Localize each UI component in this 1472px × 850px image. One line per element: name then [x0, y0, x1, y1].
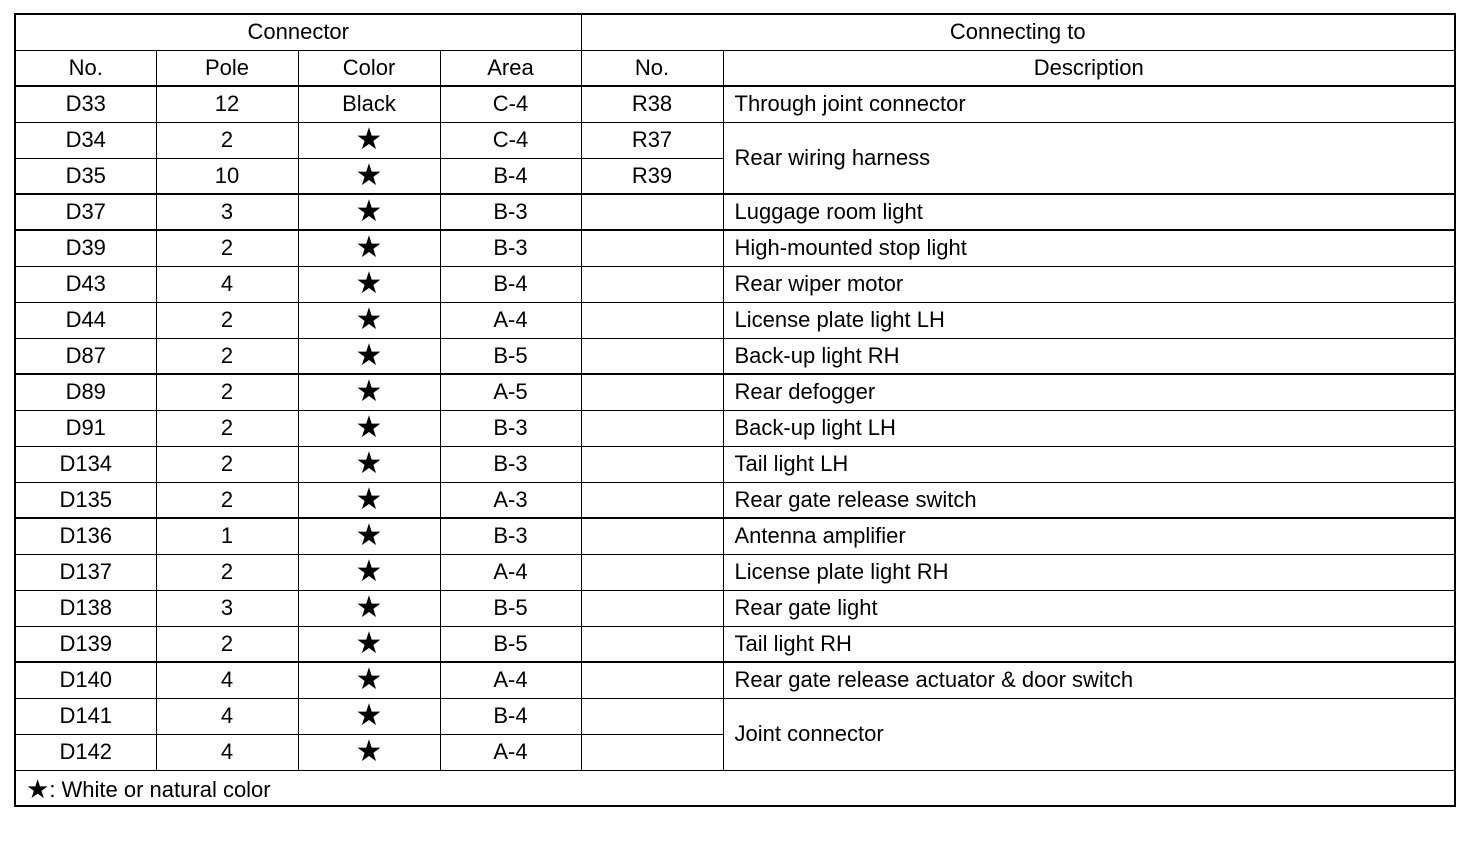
area-cell: B-5 [440, 626, 581, 662]
color-star-icon: ★ [298, 122, 440, 158]
pole-cell: 1 [156, 518, 298, 554]
pole-cell: 2 [156, 374, 298, 410]
connector-no-cell: D33 [15, 86, 156, 122]
group-header-connecting-to: Connecting to [581, 14, 1455, 50]
connecting-no-cell [581, 734, 723, 770]
color-star-icon: ★ [298, 158, 440, 194]
column-header-description: Description [723, 50, 1455, 86]
color-cell: Black [298, 86, 440, 122]
connector-no-cell: D44 [15, 302, 156, 338]
table-row [15, 194, 1455, 230]
table-row [15, 698, 1455, 734]
connector-no-cell: D135 [15, 482, 156, 518]
description-cell: Rear wiper motor [723, 266, 1455, 302]
pole-cell: 4 [156, 734, 298, 770]
table-row [15, 122, 1455, 158]
connector-no-cell: D137 [15, 554, 156, 590]
connector-no-cell: D134 [15, 446, 156, 482]
table-row [15, 302, 1455, 338]
description-cell: Tail light LH [723, 446, 1455, 482]
color-star-icon: ★ [298, 410, 440, 446]
column-header-pole: Pole [156, 50, 298, 86]
color-star-icon: ★ [298, 338, 440, 374]
description-cell: Back-up light RH [723, 338, 1455, 374]
description-cell: License plate light LH [723, 302, 1455, 338]
connecting-no-cell [581, 482, 723, 518]
table-row [15, 482, 1455, 518]
color-star-icon: ★ [298, 194, 440, 230]
area-cell: C-4 [440, 86, 581, 122]
connecting-no-cell [581, 230, 723, 266]
pole-cell: 2 [156, 122, 298, 158]
connecting-no-cell [581, 590, 723, 626]
color-star-icon: ★ [298, 554, 440, 590]
area-cell: B-4 [440, 158, 581, 194]
area-cell: B-3 [440, 446, 581, 482]
area-cell: A-4 [440, 662, 581, 698]
description-cell: Through joint connector [723, 86, 1455, 122]
pole-cell: 2 [156, 338, 298, 374]
pole-cell: 3 [156, 590, 298, 626]
pole-cell: 4 [156, 662, 298, 698]
color-star-icon: ★ [298, 698, 440, 734]
pole-cell: 3 [156, 194, 298, 230]
description-cell: Rear gate release switch [723, 482, 1455, 518]
table-row [15, 518, 1455, 554]
area-cell: B-4 [440, 266, 581, 302]
connector-no-cell: D136 [15, 518, 156, 554]
connecting-no-cell [581, 698, 723, 734]
description-cell: Luggage room light [723, 194, 1455, 230]
color-star-icon: ★ [298, 446, 440, 482]
color-star-icon: ★ [298, 734, 440, 770]
connector-no-cell: D35 [15, 158, 156, 194]
connecting-no-cell [581, 194, 723, 230]
group-header-row [15, 14, 1455, 50]
column-header-color: Color [298, 50, 440, 86]
pole-cell: 12 [156, 86, 298, 122]
connecting-no-cell: R39 [581, 158, 723, 194]
area-cell: A-3 [440, 482, 581, 518]
pole-cell: 2 [156, 230, 298, 266]
pole-cell: 2 [156, 302, 298, 338]
table-row [15, 86, 1455, 122]
connector-no-cell: D87 [15, 338, 156, 374]
table-row [15, 374, 1455, 410]
color-star-icon: ★ [298, 266, 440, 302]
area-cell: A-5 [440, 374, 581, 410]
area-cell: B-5 [440, 338, 581, 374]
table-row [15, 446, 1455, 482]
connector-no-cell: D39 [15, 230, 156, 266]
connecting-no-cell [581, 518, 723, 554]
connector-no-cell: D139 [15, 626, 156, 662]
pole-cell: 2 [156, 446, 298, 482]
connector-no-cell: D89 [15, 374, 156, 410]
table-row [15, 230, 1455, 266]
description-cell: Rear gate release actuator & door switch [723, 662, 1455, 698]
description-cell: Rear defogger [723, 374, 1455, 410]
description-cell: Rear gate light [723, 590, 1455, 626]
connector-no-cell: D141 [15, 698, 156, 734]
column-header-row [15, 50, 1455, 86]
connector-no-cell: D142 [15, 734, 156, 770]
area-cell: A-4 [440, 734, 581, 770]
description-cell: Rear wiring harness [723, 122, 1455, 194]
pole-cell: 2 [156, 554, 298, 590]
connecting-no-cell [581, 374, 723, 410]
connecting-no-cell [581, 338, 723, 374]
column-header-to-no: No. [581, 50, 723, 86]
color-star-icon: ★ [298, 518, 440, 554]
table-row [15, 266, 1455, 302]
connector-no-cell: D140 [15, 662, 156, 698]
connecting-no-cell [581, 554, 723, 590]
connector-table [14, 13, 1456, 807]
connecting-no-cell [581, 410, 723, 446]
connector-no-cell: D91 [15, 410, 156, 446]
description-cell: Joint connector [723, 698, 1455, 770]
area-cell: A-4 [440, 302, 581, 338]
pole-cell: 2 [156, 626, 298, 662]
area-cell: B-4 [440, 698, 581, 734]
description-cell: Back-up light LH [723, 410, 1455, 446]
description-cell: License plate light RH [723, 554, 1455, 590]
connector-no-cell: D43 [15, 266, 156, 302]
description-cell: Tail light RH [723, 626, 1455, 662]
connecting-no-cell: R37 [581, 122, 723, 158]
footnote [15, 770, 1455, 806]
connecting-no-cell [581, 446, 723, 482]
pole-cell: 2 [156, 410, 298, 446]
area-cell: A-4 [440, 554, 581, 590]
color-star-icon: ★ [298, 482, 440, 518]
color-star-icon: ★ [298, 662, 440, 698]
connector-no-cell: D37 [15, 194, 156, 230]
area-cell: B-3 [440, 230, 581, 266]
column-header-no: No. [15, 50, 156, 86]
color-star-icon: ★ [298, 230, 440, 266]
table-row [15, 410, 1455, 446]
description-cell: High-mounted stop light [723, 230, 1455, 266]
table-row [15, 338, 1455, 374]
footnote-text: : White or natural color [49, 776, 271, 802]
connecting-no-cell [581, 626, 723, 662]
description-cell: Antenna amplifier [723, 518, 1455, 554]
area-cell: B-5 [440, 590, 581, 626]
pole-cell: 4 [156, 698, 298, 734]
star-icon: ★ [26, 773, 50, 804]
connector-no-cell: D34 [15, 122, 156, 158]
pole-cell: 2 [156, 482, 298, 518]
connecting-no-cell [581, 662, 723, 698]
table-row [15, 626, 1455, 662]
color-star-icon: ★ [298, 590, 440, 626]
pole-cell: 10 [156, 158, 298, 194]
table-row [15, 590, 1455, 626]
connecting-no-cell: R38 [581, 86, 723, 122]
table-row [15, 554, 1455, 590]
area-cell: B-3 [440, 194, 581, 230]
column-header-area: Area [440, 50, 581, 86]
area-cell: B-3 [440, 410, 581, 446]
connecting-no-cell [581, 302, 723, 338]
pole-cell: 4 [156, 266, 298, 302]
color-star-icon: ★ [298, 302, 440, 338]
group-header-connector: Connector [15, 14, 581, 50]
area-cell: C-4 [440, 122, 581, 158]
area-cell: B-3 [440, 518, 581, 554]
table-row [15, 662, 1455, 698]
color-star-icon: ★ [298, 626, 440, 662]
connecting-no-cell [581, 266, 723, 302]
connector-no-cell: D138 [15, 590, 156, 626]
color-star-icon: ★ [298, 374, 440, 410]
footnote-row [15, 770, 1455, 806]
